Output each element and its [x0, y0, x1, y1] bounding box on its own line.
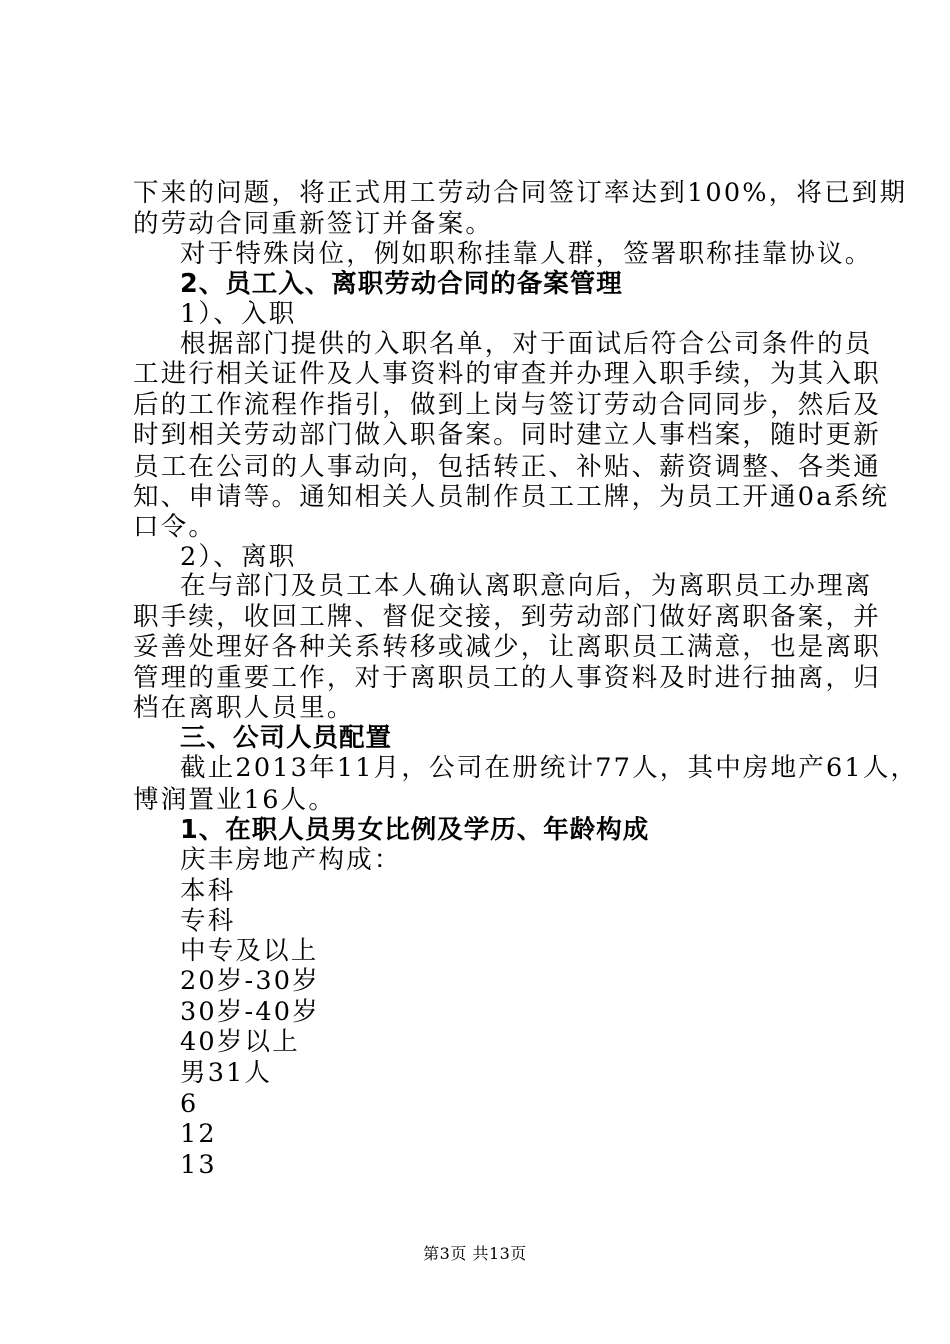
list-item: 30岁-40岁	[180, 997, 320, 1027]
subsection-label: 2）、离职	[180, 542, 297, 572]
paragraph-line: 截止2013年11月，公司在册统计77人，其中房地产61人，	[180, 753, 919, 783]
list-item: 13	[180, 1150, 217, 1180]
paragraph-line: 职手续，收回工牌、督促交接，到劳动部门做好离职备案，并	[133, 602, 881, 632]
list-item: 20岁-30岁	[180, 966, 320, 996]
list-item: 专科	[180, 906, 236, 936]
paragraph-line: 口令。	[133, 512, 217, 542]
paragraph-line: 根据部门提供的入职名单，对于面试后符合公司条件的员	[180, 329, 873, 359]
paragraph-line: 档在离职人员里。	[133, 693, 355, 723]
paragraph-line: 员工在公司的人事动向，包括转正、补贴、薪资调整、各类通	[133, 452, 881, 482]
section-heading: 2、员工入、离职劳动合同的备案管理	[180, 269, 623, 299]
list-item: 本科	[180, 876, 236, 906]
paragraph-line: 时到相关劳动部门做入职备案。同时建立人事档案，随时更新	[133, 420, 881, 450]
list-item: 庆丰房地产构成：	[180, 845, 402, 875]
section-heading: 三、公司人员配置	[180, 723, 393, 753]
paragraph-line: 后的工作流程作指引，做到上岗与签订劳动合同同步，然后及	[133, 390, 881, 420]
paragraph-line: 下来的问题，将正式用工劳动合同签订率达到100%，将已到期	[133, 178, 908, 208]
list-item: 男31人	[180, 1058, 273, 1088]
page-footer: 第3页 共13页	[423, 1244, 527, 1263]
list-item: 6	[180, 1089, 199, 1119]
paragraph-line: 管理的重要工作，对于离职员工的人事资料及时进行抽离，归	[133, 663, 881, 693]
paragraph-line: 博润置业16人。	[133, 785, 337, 815]
list-item: 中专及以上	[180, 936, 319, 966]
list-item: 40岁以上	[180, 1027, 300, 1057]
paragraph-line: 在与部门及员工本人确认离职意向后，为离职员工办理离	[180, 571, 873, 601]
paragraph-line: 妥善处理好各种关系转移或减少，让离职员工满意，也是离职	[133, 632, 881, 662]
paragraph-line: 工进行相关证件及人事资料的审查并办理入职手续，为其入职	[133, 359, 881, 389]
paragraph-line: 的劳动合同重新签订并备案。	[133, 209, 494, 239]
list-item: 12	[180, 1119, 217, 1149]
paragraph-line: 对于特殊岗位，例如职称挂靠人群，签署职称挂靠协议。	[180, 239, 873, 269]
section-heading: 1、在职人员男女比例及学历、年龄构成	[180, 815, 650, 845]
paragraph-line: 知、申请等。通知相关人员制作员工工牌，为员工开通0a系统	[133, 482, 890, 512]
subsection-label: 1）、入职	[180, 299, 297, 329]
